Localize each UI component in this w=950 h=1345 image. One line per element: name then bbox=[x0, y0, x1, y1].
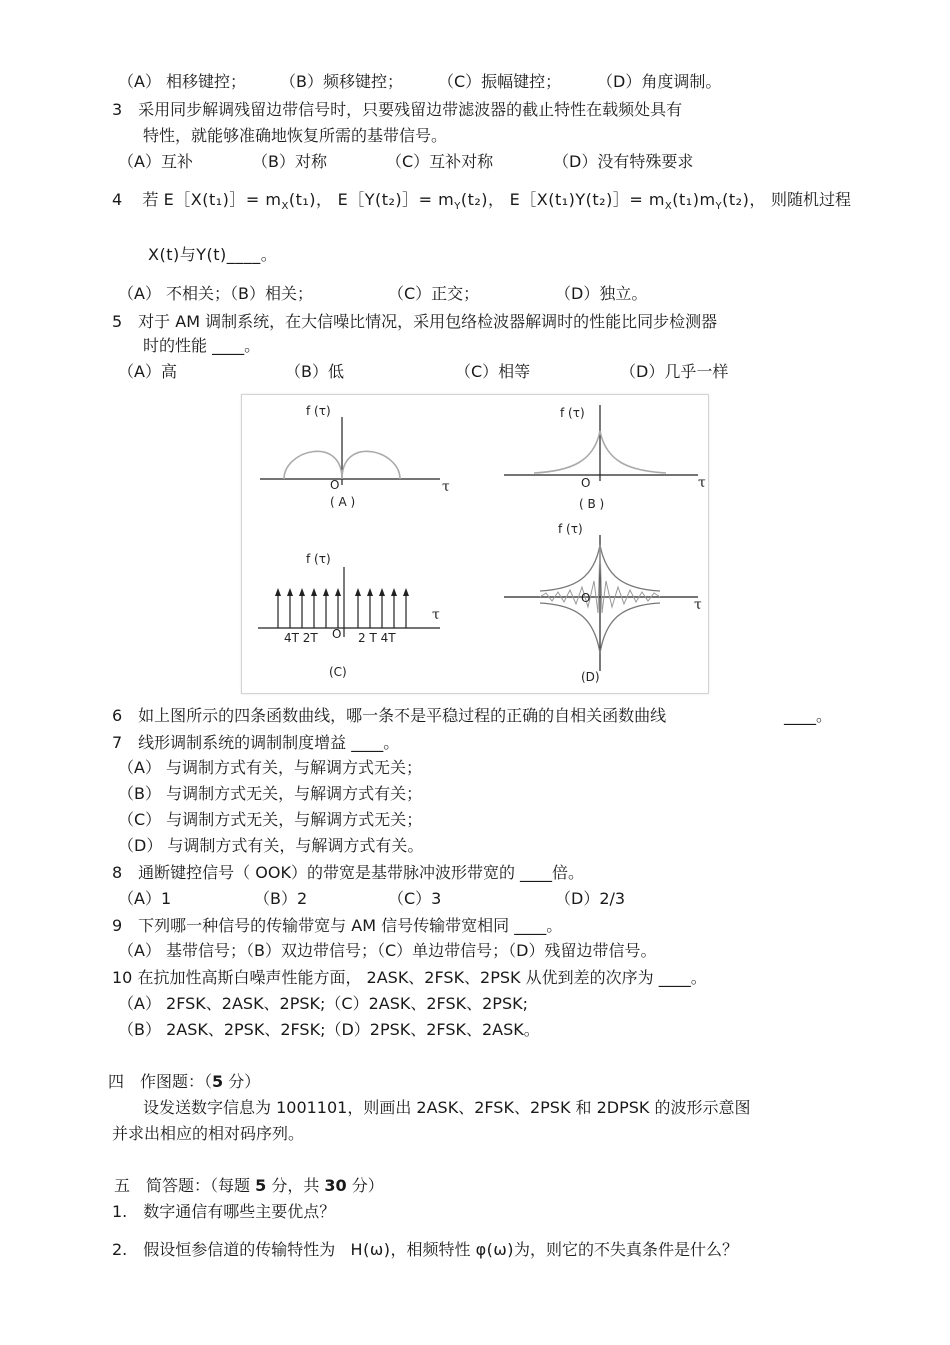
panel-c-ticks-left: 4T 2T bbox=[284, 631, 318, 645]
section4-body-line2: 并求出相应的相对码序列。 bbox=[112, 1124, 305, 1143]
section4-title: 四 作图题：（5 分） bbox=[108, 1072, 261, 1091]
q3-option-c: （C）互补对称 bbox=[386, 152, 494, 171]
q4-expr1: E［X(t₁)］= $m_X(t_1)$， bbox=[163, 190, 333, 213]
q8-option-d: （D）2/3 bbox=[555, 889, 626, 908]
q7-text: 7 线形调制系统的调制制度增益 ____。 bbox=[112, 733, 400, 752]
q5-option-b: （B）低 bbox=[285, 362, 344, 381]
q4-line2: X(t)与Y(t)____。 bbox=[148, 245, 278, 264]
q2-option-c: （C）振幅键控； bbox=[438, 72, 562, 91]
q9-options: （A） 基带信号；（B）双边带信号；（C）单边带信号；（D）残留边带信号。 bbox=[118, 941, 657, 960]
panel-b-origin: O bbox=[581, 476, 591, 490]
panel-c bbox=[258, 552, 440, 679]
panel-c-impulse-arrowhead bbox=[403, 588, 409, 596]
panel-c-impulse-arrowhead bbox=[311, 588, 317, 596]
q8-option-b: （B）2 bbox=[254, 889, 308, 908]
q7-option-d: （D） 与调制方式有关，与解调方式有关。 bbox=[118, 836, 424, 855]
panel-c-impulse-arrowhead bbox=[367, 588, 373, 596]
q3-option-b: （B）对称 bbox=[252, 152, 327, 171]
q10-option-line1: （A） 2FSK、2ASK、2PSK;（C）2ASK、2FSK、2PSK; bbox=[118, 994, 528, 1013]
q7-option-a: （A） 与调制方式有关，与解调方式无关； bbox=[118, 758, 423, 777]
q2-option-b: （B）频移键控； bbox=[280, 72, 403, 91]
q6-blank: ____。 bbox=[784, 706, 833, 725]
panel-c-impulse-arrowhead bbox=[355, 588, 361, 596]
section5-q1: 1. 数字通信有哪些主要优点？ bbox=[112, 1202, 336, 1221]
q8-option-c: （C）3 bbox=[388, 889, 442, 908]
panel-b-tau: τ bbox=[698, 475, 706, 491]
q5-text-line1: 5 对于 AM 调制系统，在大信噪比情况，采用包络检波器解调时的性能比同步检测器 bbox=[112, 312, 718, 331]
q4-line1 bbox=[112, 190, 851, 217]
q3-text-line2: 特性，就能够准确地恢复所需的基带信号。 bbox=[143, 126, 448, 145]
panel-a-label: ( A ) bbox=[330, 495, 356, 509]
panel-c-tau: τ bbox=[432, 607, 440, 623]
q4-prefix: 若 bbox=[142, 190, 159, 209]
q4-number: 4 bbox=[112, 190, 123, 209]
panel-c-impulse-arrowhead bbox=[379, 588, 385, 596]
q8-text: 8 通断键控信号（ OOK）的带宽是基带脉冲波形带宽的 ____倍。 bbox=[112, 863, 585, 882]
panel-c-impulse-arrowhead bbox=[335, 588, 341, 596]
section5-title: 五 简答题：（每题 5 分，共 30 分） bbox=[114, 1176, 384, 1195]
panel-b-ylabel: f (τ) bbox=[560, 406, 585, 420]
panel-a bbox=[260, 404, 450, 509]
q10-option-line2: （B） 2ASK、2PSK、2FSK;（D）2PSK、2FSK、2ASK。 bbox=[118, 1020, 540, 1039]
panel-b-label: ( B ) bbox=[579, 497, 605, 511]
q8-option-a: （A）1 bbox=[118, 889, 172, 908]
q4-suffix: 则随机过程 bbox=[770, 190, 851, 209]
panel-c-impulse-arrowhead bbox=[299, 588, 305, 596]
q5-option-c: （C）相等 bbox=[455, 362, 531, 381]
q5-text-line2: 时的性能 ____。 bbox=[143, 336, 261, 355]
panel-a-ylabel: f (τ) bbox=[306, 404, 331, 418]
q3-option-a: （A）互补 bbox=[118, 152, 193, 171]
panel-c-impulse-arrowhead bbox=[323, 588, 329, 596]
q4-option-ab: （A） 不相关；（B）相关； bbox=[118, 284, 314, 303]
panel-c-ylabel: f (τ) bbox=[306, 552, 331, 566]
q2-option-d: （D）角度调制。 bbox=[597, 72, 722, 91]
panel-c-impulse-arrowhead bbox=[275, 588, 281, 596]
panel-d-tau: τ bbox=[694, 597, 702, 613]
panel-c-label: (C) bbox=[329, 665, 347, 679]
section4-body-line1: 设发送数字信息为 1001101，则画出 2ASK、2FSK、2PSK 和 2DPSK 的波形示意图 bbox=[143, 1098, 751, 1117]
section5-q2: 2. 假设恒参信道的传输特性为 H(ω)，相频特性 φ(ω)为，则它的不失真条件是什么？ bbox=[112, 1240, 739, 1259]
q7-option-c: （C） 与调制方式无关，与解调方式无关； bbox=[118, 810, 423, 829]
q5-option-a: （A）高 bbox=[118, 362, 177, 381]
autocorrelation-figure bbox=[241, 394, 709, 694]
q10-text: 10 在抗加性高斯白噪声性能方面， 2ASK、2FSK、2PSK 从优到差的次序为 ____。 bbox=[112, 968, 707, 987]
panel-d-ylabel: f (τ) bbox=[558, 522, 583, 536]
q5-option-d: （D）几乎一样 bbox=[620, 362, 729, 381]
panel-c-origin: O bbox=[332, 627, 342, 641]
q4-expr3: E［X(t₁)Y(t₂)］= $m_X(t_1)m_Y(t_2)$， bbox=[509, 190, 766, 213]
q4-expr2: E［Y(t₂)］= $m_Y(t_2)$， bbox=[337, 190, 505, 213]
panel-c-ticks-right: 2 T 4T bbox=[358, 631, 396, 645]
panel-a-origin: O bbox=[330, 478, 340, 492]
q9-text: 9 下列哪一种信号的传输带宽与 AM 信号传输带宽相同 ____。 bbox=[112, 916, 563, 935]
q3-option-d: （D）没有特殊要求 bbox=[553, 152, 694, 171]
q6-text: 6 如上图所示的四条函数曲线，哪一条不是平稳过程的正确的自相关函数曲线 bbox=[112, 706, 667, 725]
panel-c-impulse-arrowhead bbox=[391, 588, 397, 596]
q3-text-line1: 3 采用同步解调残留边带信号时，只要残留边带滤波器的截止特性在载频处具有 bbox=[112, 100, 683, 119]
panel-b bbox=[504, 405, 706, 511]
panel-a-tau: τ bbox=[442, 479, 450, 495]
panel-d-origin: O bbox=[581, 591, 591, 605]
panel-d-label: (D) bbox=[581, 670, 600, 684]
q4-option-c: （C）正交； bbox=[388, 284, 480, 303]
q7-option-b: （B） 与调制方式无关，与解调方式有关； bbox=[118, 784, 423, 803]
q2-option-a: （A） 相移键控； bbox=[118, 72, 247, 91]
q4-option-d: （D）独立。 bbox=[555, 284, 648, 303]
panel-c-impulse-arrowhead bbox=[287, 588, 293, 596]
figure-svg bbox=[242, 395, 708, 693]
panel-d bbox=[504, 522, 702, 684]
